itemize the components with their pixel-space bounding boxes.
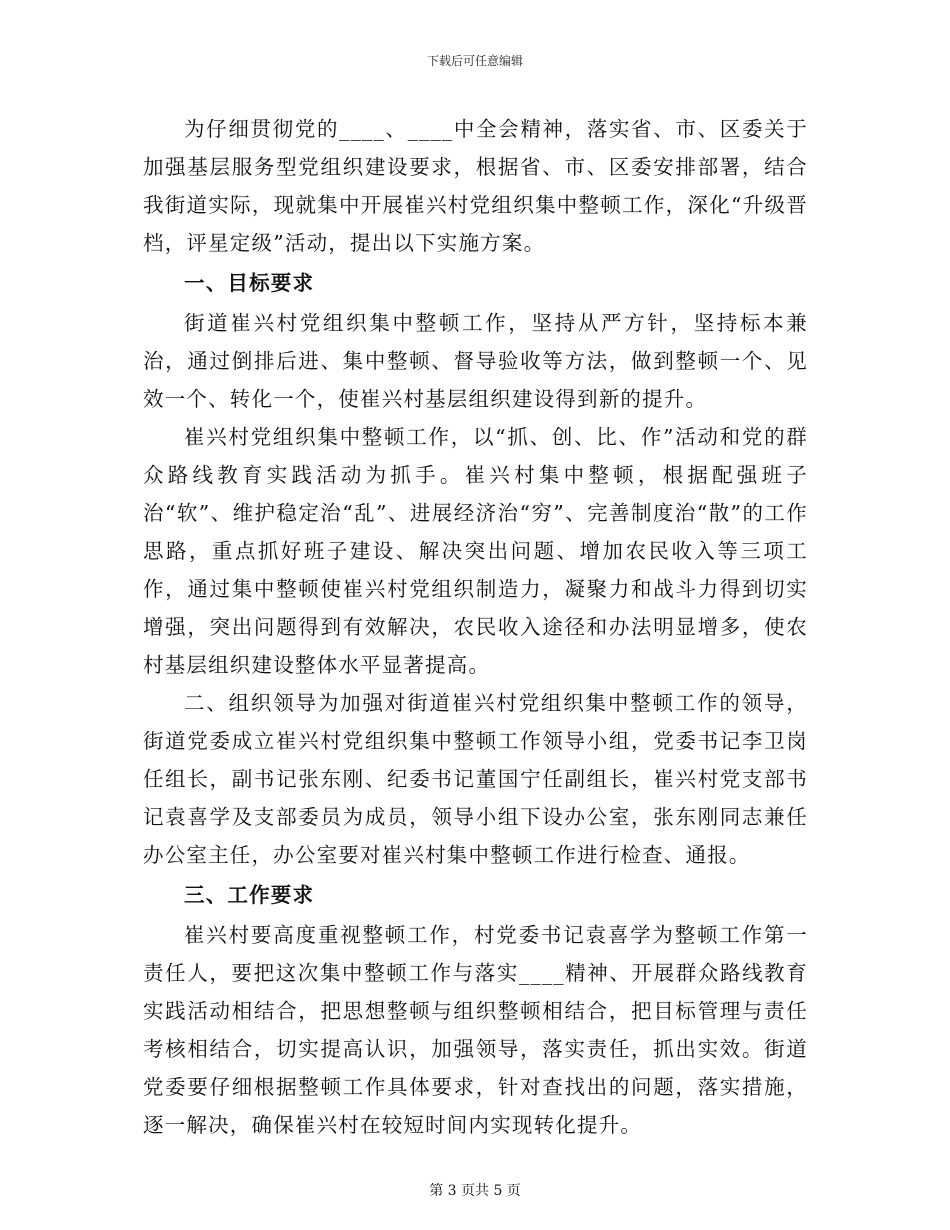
page-number: 第 3 页共 5 页 <box>429 1183 521 1199</box>
goals-paragraph-1: 街道崔兴村党组织集中整顿工作，坚持从严方针，坚持标本兼治，通过倒排后进、集中整顿、督导验收等方法，做到整顿一个、见效一个、转化一个，使崔兴村基层组织建设得到新的提升。 <box>143 311 808 411</box>
section-heading-goals: 一、目标要求 <box>184 271 315 295</box>
intro-paragraph: 为仔细贯彻党的____、____中全会精神，落实省、市、区委关于加强基层服务型党组织建设要求，根据省、市、区委安排部署，结合我街道实际，现就集中开展崔兴村党组织集中整顿工作，深化“升级晋档，评星定级”活动，提出以下实施方案。 <box>143 117 808 255</box>
requirements-paragraph: 崔兴村要高度重视整顿工作，村党委书记袁喜学为整顿工作第一责任人，要把这次集中整顿工作与落实____精神、开展群众路线教育实践活动相结合，把思想整顿与组织整顿相结合，把目标管理与责任考核相结合，切实提高认识，加强领导，落实责任，抓出实效。街道党委要仔细根据整顿工作具体要求，针对查找出的问题，落实措施，逐一解决，确保崔兴村在较短时间内实现转化提升。 <box>143 923 808 1137</box>
section-heading-requirements: 三、工作要求 <box>184 883 315 907</box>
page-header: 下载后可任意编辑 <box>426 54 523 68</box>
leadership-paragraph: 二、组织领导为加强对街道崔兴村党组织集中整顿工作的领导，街道党委成立崔兴村党组织集中整顿工作领导小组，党委书记李卫岗任组长，副书记张东刚、纪委书记董国宁任副组长，崔兴村党支部书记袁喜学及支部委员为成员，领导小组下设办公室，张东刚同志兼任办公室主任，办公室要对崔兴村集中整顿工作进行检查、通报。 <box>143 691 808 867</box>
goals-paragraph-2: 崔兴村党组织集中整顿工作，以“抓、创、比、作”活动和党的群众路线教育实践活动为抓手。崔兴村集中整顿，根据配强班子治“软”、维护稳定治“乱”、进展经济治“穷”、完善制度治“散”的工作思路，重点抓好班子建设、解决突出问题、增加农民收入等三项工作，通过集中整顿使崔兴村党组织制造力，凝聚力和战斗力得到切实增强，突出问题得到有效解决，农民收入途径和办法明显增多，使农村基层组织建设整体水平显著提高。 <box>143 425 808 677</box>
document-body <box>143 110 808 1144</box>
